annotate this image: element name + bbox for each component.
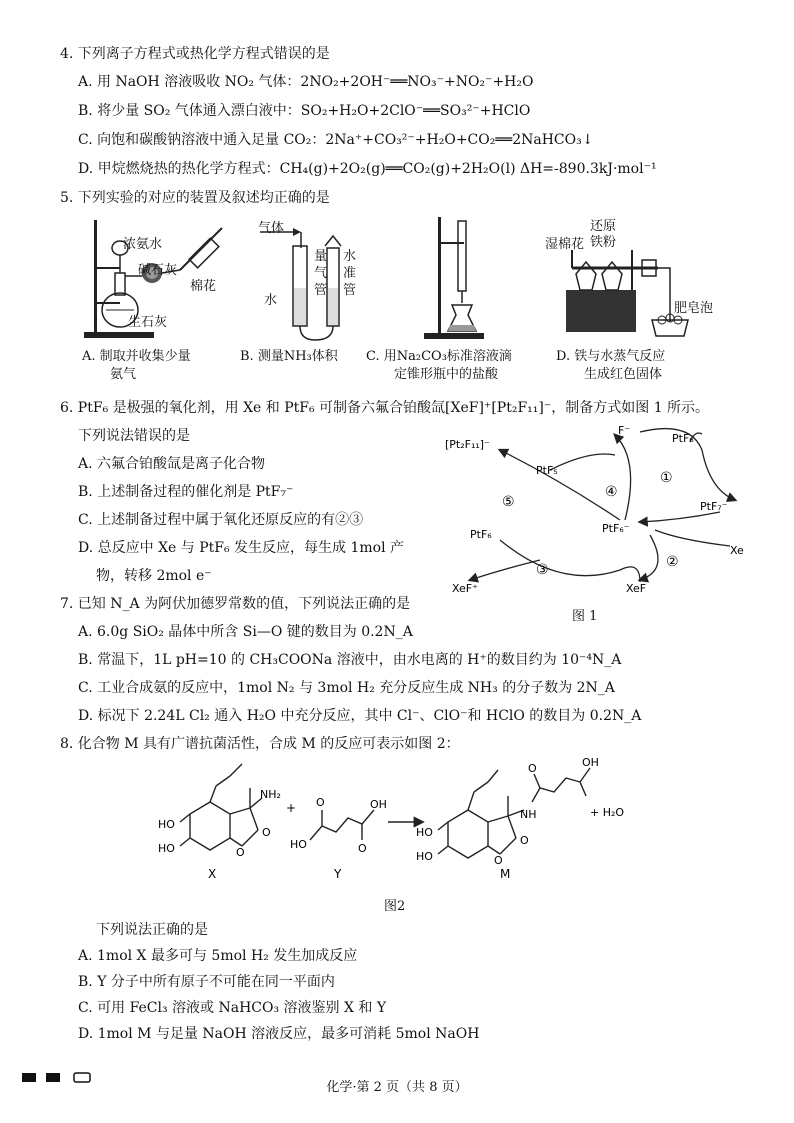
q7-option-c: C. 工业合成氨的反应中，1mol N₂ 与 3mol H₂ 充分反应生成 NH₃ 的分子数为 2N_A <box>78 680 615 696</box>
q8-option-d: D. 1mol M 与足量 NaOH 溶液反应，最多可消耗 5mol NaOH <box>78 1026 480 1042</box>
x-carbonyl-oxygen: O <box>262 826 271 839</box>
q5-apparatus-c <box>420 215 490 345</box>
page-footer: 化学·第 2 页（共 8 页） <box>326 1080 468 1095</box>
m-acid-hydroxyl: OH <box>582 756 599 769</box>
q6-option-b: B. 上述制备过程的催化剂是 PtF₇⁻ <box>78 484 294 500</box>
q5-d-label-soap: 肥皂泡 <box>674 301 714 316</box>
fig1-ptf6-left: PtF₆ <box>470 528 492 541</box>
q7-option-a: A. 6.0g SiO₂ 晶体中所含 Si—O 键的数目为 0.2N_A <box>78 624 413 640</box>
fig1-xef-plus: XeF⁺ <box>452 582 478 595</box>
q5-a-caption-2: 氨气 <box>110 367 137 382</box>
q7-option-d: D. 标况下 2.24L Cl₂ 通入 H₂O 中充分反应，其中 Cl⁻、ClO⁻和 HClO 的数目为 0.2N_A <box>78 708 642 724</box>
fig1-ptf7: PtF₇⁻ <box>700 500 728 513</box>
q4-option-c: C. 向饱和碳酸钠溶液中通入足量 CO₂：2Na⁺+CO₃²⁻+H₂O+CO₂══2NaHCO₃↓ <box>78 132 594 148</box>
byproduct-water: + H₂O <box>590 806 625 819</box>
fig1-step-4: ④ <box>605 484 618 500</box>
q4-stem: 4. 下列离子方程式或热化学方程式错误的是 <box>60 46 330 62</box>
q5-b-label-gas: 气体 <box>258 221 285 236</box>
label-y: Y <box>334 867 342 881</box>
q4-option-b: B. 将少量 SO₂ 气体通入漂白液中：SO₂+H₂O+2ClO⁻══SO₃²⁻+HClO <box>78 103 531 119</box>
q4-option-d: D. 甲烷燃烧热的热化学方程式：CH₄(g)+2O₂(g)══CO₂(g)+2H₂O(l) ΔH=-890.3kJ·mol⁻¹ <box>78 161 657 177</box>
q5-d-caption-2: 生成红色固体 <box>584 367 663 382</box>
x-hydroxyl-2: HO <box>158 842 175 855</box>
fig1-ptf5: PtF₅ <box>536 464 558 477</box>
m-amide-oxygen: O <box>528 762 537 775</box>
q5-a-label-quicklime: 生石灰 <box>128 315 168 330</box>
q5-d-label-wet-cotton: 湿棉花 <box>545 237 585 252</box>
q7-option-b: B. 常温下，1L pH=10 的 CH₃COONa 溶液中，由水电离的 H⁺的数目约为 10⁻⁴N_A <box>78 652 622 668</box>
q8-figure-2 <box>150 752 650 887</box>
m-hydroxyl-2: HO <box>416 850 433 863</box>
y-hydroxyl-left: HO <box>290 838 307 851</box>
m-ring-oxygen: O <box>494 854 503 867</box>
plus-sign: + <box>286 801 297 815</box>
x-amino: NH₂ <box>260 788 281 801</box>
label-m: M <box>500 867 511 881</box>
fig1-xe: Xe <box>730 544 744 557</box>
q5-a-label-cotton: 棉花 <box>190 279 217 294</box>
q5-d-caption-1: D. 铁与水蒸气反应 <box>556 349 666 364</box>
q5-c-caption-1: C. 用Na₂CO₃标准溶液滴 <box>366 349 512 364</box>
q7-stem: 7. 已知 N_A 为阿伏加德罗常数的值，下列说法正确的是 <box>60 596 411 612</box>
q5-b-label-water: 水 <box>264 293 278 308</box>
fig1-step-1: ① <box>660 470 673 486</box>
m-amide-nh: NH <box>520 808 537 821</box>
fig1-ptf6-center: PtF₆⁻ <box>602 522 630 535</box>
q4-option-a: A. 用 NaOH 溶液吸收 NO₂ 气体：2NO₂+2OH⁻══NO₃⁻+NO₂⁻+H₂O <box>78 74 534 90</box>
y-oxygen-2: O <box>358 842 367 855</box>
q6-stem-1: 6. PtF₆ 是极强的氧化剂，用 Xe 和 PtF₆ 可制备六氟合铂酸氙[XeF]⁺[Pt₂F₁₁]⁻，制备方式如图 1 所示。 <box>60 400 710 416</box>
fig1-step-2: ② <box>666 554 679 570</box>
q6-option-a: A. 六氟合铂酸氙是离子化合物 <box>78 456 266 472</box>
fig1-xef: XeF <box>626 582 647 595</box>
q5-b-caption: B. 测量NH₃体积 <box>240 349 338 364</box>
m-hydroxyl-1: HO <box>416 826 433 839</box>
q8-substem: 下列说法正确的是 <box>96 922 208 938</box>
fig1-ptf6-top: PtF₆ <box>672 432 694 445</box>
q8-option-a: A. 1mol X 最多可与 5mol H₂ 发生加成反应 <box>78 948 358 964</box>
q5-a-caption-1: A. 制取并收集少量 <box>82 349 191 364</box>
y-oxygen-1: O <box>316 796 325 809</box>
fig1-caption: 图 1 <box>572 609 598 624</box>
fig1-pt2f11: [Pt₂F₁₁]⁻ <box>445 438 490 451</box>
q5-d-label-reduced: 还原 <box>590 219 617 234</box>
q6-stem-2: 下列说法错误的是 <box>78 428 190 444</box>
q8-stem: 8. 化合物 M 具有广谱抗菌活性，合成 M 的反应可表示如图 2： <box>60 736 460 752</box>
q5-c-caption-2: 定锥形瓶中的盐酸 <box>394 367 499 382</box>
fig2-caption: 图2 <box>384 899 406 914</box>
q5-b-label-gas-tube: 量气管 <box>314 249 328 298</box>
q5-b-label-level-tube: 水准管 <box>343 249 357 298</box>
x-ring-oxygen: O <box>236 846 245 859</box>
q6-option-d-1: D. 总反应中 Xe 与 PtF₆ 发生反应，每生成 1mol 产 <box>78 540 405 556</box>
q5-d-label-iron: 铁粉 <box>590 235 617 250</box>
q6-option-d-2: 物，转移 2mol e⁻ <box>96 568 212 584</box>
y-hydroxyl-top: OH <box>370 798 387 811</box>
label-x: X <box>208 867 217 881</box>
q5-apparatus-d <box>558 240 718 345</box>
q8-option-c: C. 可用 FeCl₃ 溶液或 NaHCO₃ 溶液鉴别 X 和 Y <box>78 1000 387 1016</box>
fig1-f-minus: F⁻ <box>618 424 631 437</box>
q6-figure-1 <box>440 420 780 600</box>
m-carbonyl-oxygen: O <box>520 834 529 847</box>
q5-a-label-ammonia: 浓氨水 <box>123 237 163 252</box>
q5-a-label-sodalime: 碱石灰 <box>138 263 178 278</box>
x-hydroxyl-1: HO <box>158 818 175 831</box>
fig1-step-5: ⑤ <box>502 494 515 510</box>
fig1-step-3: ③ <box>536 562 549 578</box>
q6-option-c: C. 上述制备过程中属于氧化还原反应的有②③ <box>78 512 364 528</box>
q5-stem: 5. 下列实验的对应的装置及叙述均正确的是 <box>60 190 330 206</box>
q8-option-b: B. Y 分子中所有原子不可能在同一平面内 <box>78 974 335 990</box>
